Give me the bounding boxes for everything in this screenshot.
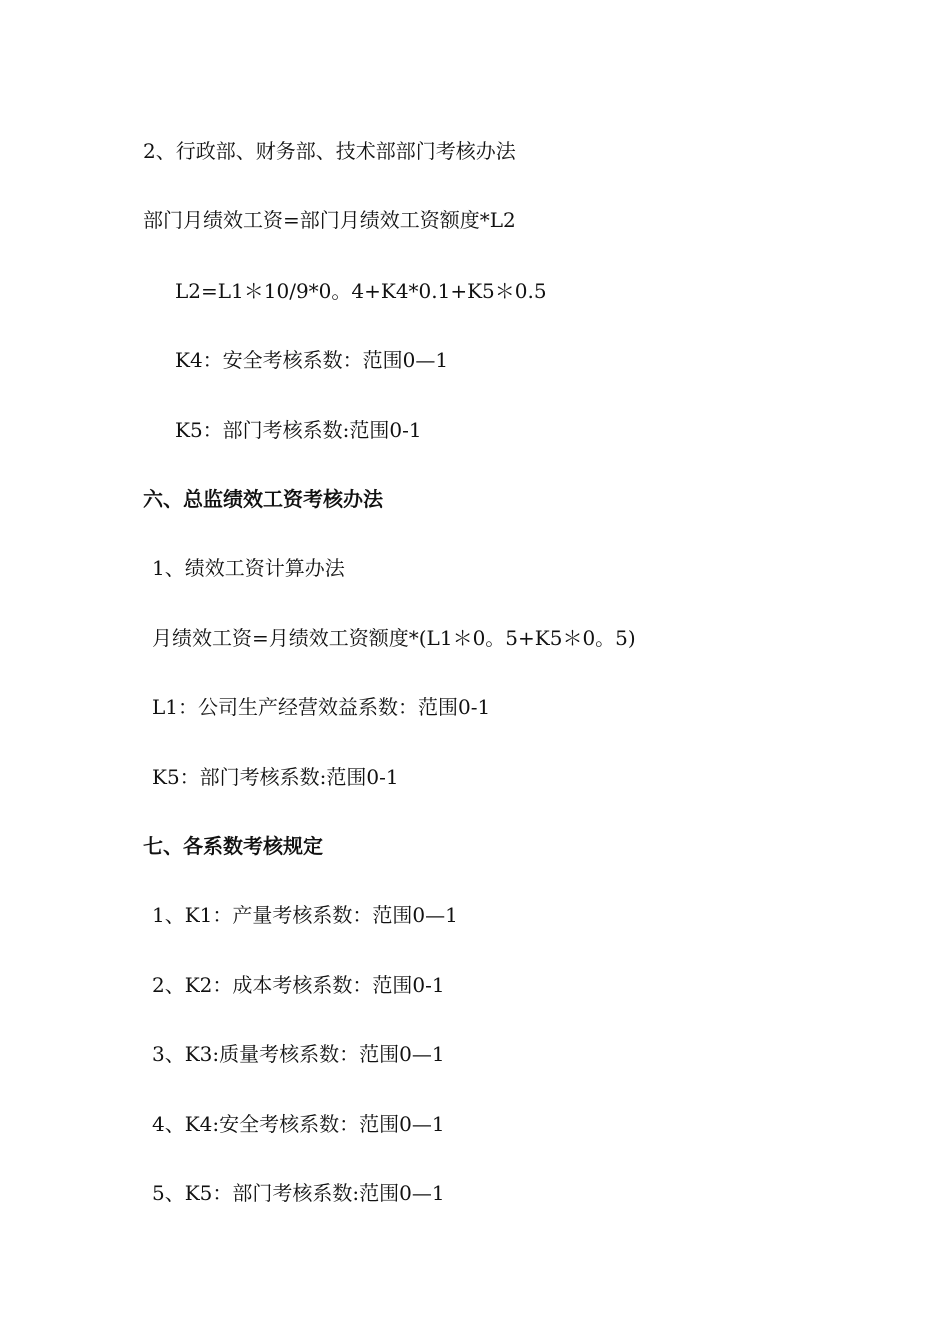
section-heading-director: 六、总监绩效工资考核办法	[143, 487, 383, 511]
dept-wage-formula: 部门月绩效工资=部门月绩效工资额度*L2	[143, 208, 516, 232]
section-heading-coefficients: 七、各系数考核规定	[143, 834, 323, 858]
subsection-title-dept-assessment: 2、行政部、财务部、技术部部门考核办法	[143, 139, 516, 163]
coefficient-item-k3: 3、K3:质量考核系数：范围0—1	[152, 1042, 445, 1066]
coefficient-item-k4: 4、K4:安全考核系数：范围0—1	[152, 1112, 445, 1136]
coefficient-item-k1: 1、K1：产量考核系数：范围0—1	[152, 903, 458, 927]
l2-formula: L2=L1＊10/9*0。4+K4*0.1+K5＊0.5	[175, 279, 547, 303]
monthly-wage-formula: 月绩效工资=月绩效工资额度*(L1＊0。5+K5＊0。5)	[152, 626, 636, 650]
l1-description: L1：公司生产经营效益系数：范围0-1	[152, 695, 491, 719]
k4-description: K4：安全考核系数：范围0—1	[175, 348, 449, 372]
k5-description: K5：部门考核系数:范围0-1	[175, 418, 422, 442]
k5-description-director: K5：部门考核系数:范围0-1	[152, 765, 399, 789]
coefficient-item-k5: 5、K5：部门考核系数:范围0—1	[152, 1181, 445, 1205]
subsection-title-calc-method: 1、绩效工资计算办法	[152, 556, 345, 580]
coefficient-item-k2: 2、K2：成本考核系数：范围0-1	[152, 973, 445, 997]
